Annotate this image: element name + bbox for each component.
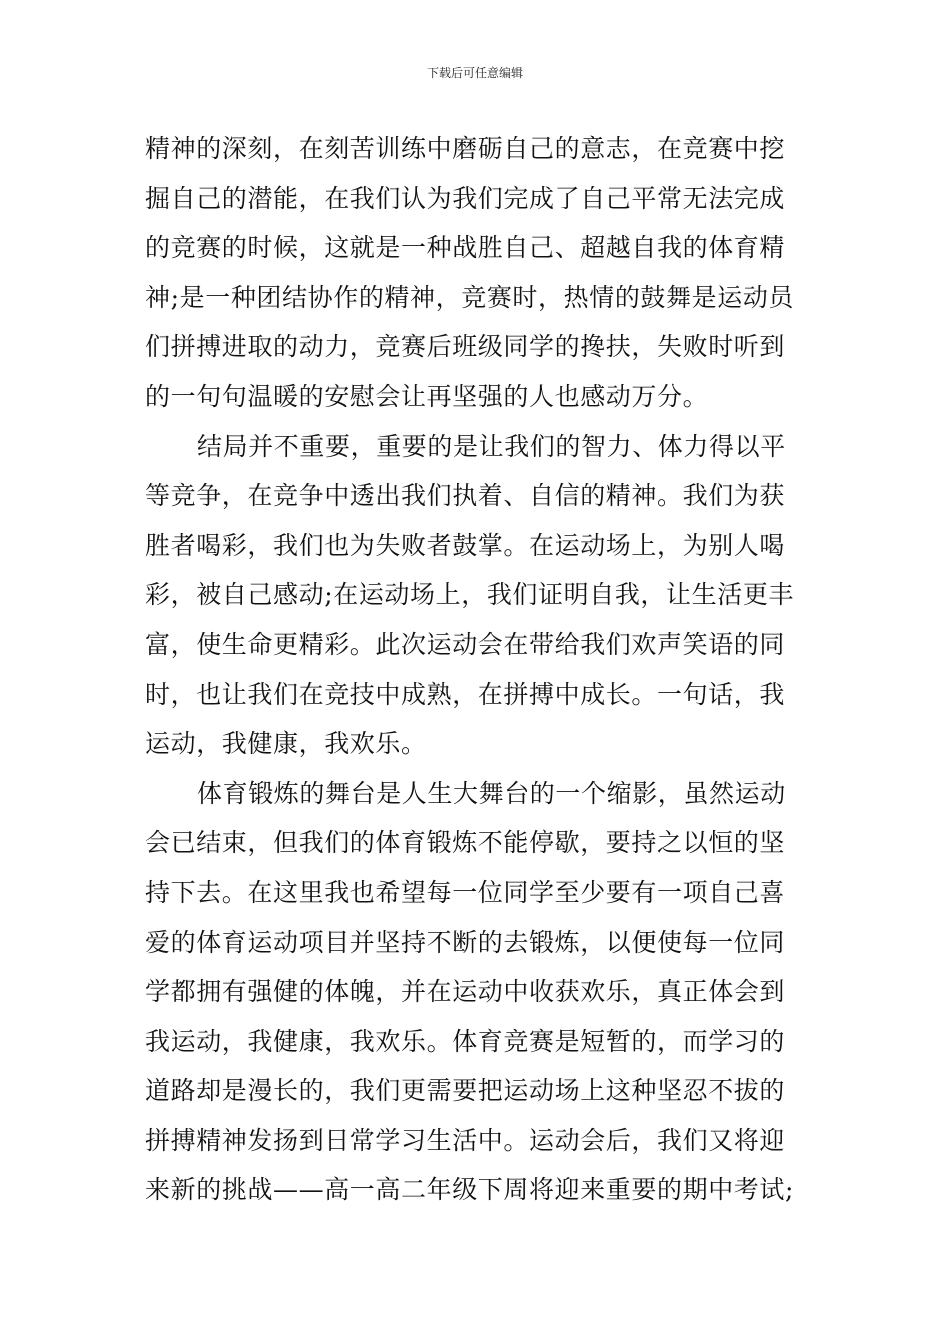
text-line: 道路却是漫长的，我们更需要把运动场上这种坚忍不拔的 bbox=[145, 1076, 786, 1106]
paragraph-2 bbox=[145, 422, 807, 769]
text-line: 神;是一种团结协作的精神，竞赛时，热情的鼓舞是运动员 bbox=[145, 282, 795, 312]
text-line: 结局并不重要，重要的是让我们的智力、体力得以平 bbox=[197, 431, 786, 461]
text-line: 学都拥有强健的体魄，并在运动中收获欢乐，真正体会到 bbox=[145, 977, 786, 1007]
text-line: 彩，被自己感动;在运动场上，我们证明自我，让生活更丰 bbox=[145, 580, 795, 610]
text-line: 会已结束，但我们的体育锻炼不能停歇，要持之以恒的坚 bbox=[145, 828, 786, 858]
text-line: 精神的深刻，在刻苦训练中磨砺自己的意志，在竞赛中挖 bbox=[145, 134, 786, 163]
text-line: 运动，我健康，我欢乐。 bbox=[145, 729, 427, 759]
text-line: 爱的体育运动项目并坚持不断的去锻炼，以便使每一位同 bbox=[145, 927, 786, 957]
text-line: 的竞赛的时候，这就是一种战胜自己、超越自我的体育精 bbox=[145, 233, 786, 263]
text-line: 时，也让我们在竞技中成熟，在拼搏中成长。一句话，我 bbox=[145, 679, 786, 709]
text-line: 胜者喝彩，我们也为失败者鼓掌。在运动场上，为别人喝 bbox=[145, 530, 786, 560]
paragraph-1 bbox=[145, 124, 807, 422]
text-line: 我运动，我健康，我欢乐。体育竞赛是短暂的，而学习的 bbox=[145, 1026, 786, 1056]
text-line: 来新的挑战——高一高二年级下周将迎来重要的期中考试; bbox=[145, 1175, 795, 1205]
text-line: 的一句句温暖的安慰会让再坚强的人也感动万分。 bbox=[145, 381, 709, 411]
page-header bbox=[0, 64, 950, 82]
text-line: 等竞争，在竞争中透出我们执着、自信的精神。我们为获 bbox=[145, 481, 786, 511]
text-line: 持下去。在这里我也希望每一位同学至少要有一项自己喜 bbox=[145, 877, 786, 907]
paragraph-3 bbox=[145, 769, 807, 1215]
document-body bbox=[145, 124, 807, 1215]
text-line: 掘自己的潜能，在我们认为我们完成了自己平常无法完成 bbox=[145, 183, 786, 213]
text-line: 拼搏精神发扬到日常学习生活中。运动会后，我们又将迎 bbox=[145, 1125, 786, 1155]
text-line: 富，使生命更精彩。此次运动会在带给我们欢声笑语的同 bbox=[145, 629, 786, 659]
text-line: 体育锻炼的舞台是人生大舞台的一个缩影，虽然运动 bbox=[197, 778, 786, 808]
text-line: 们拼搏进取的动力，竞赛后班级同学的搀扶，失败时听到 bbox=[145, 332, 786, 362]
header-text: 下载后可任意编辑 bbox=[426, 66, 523, 80]
